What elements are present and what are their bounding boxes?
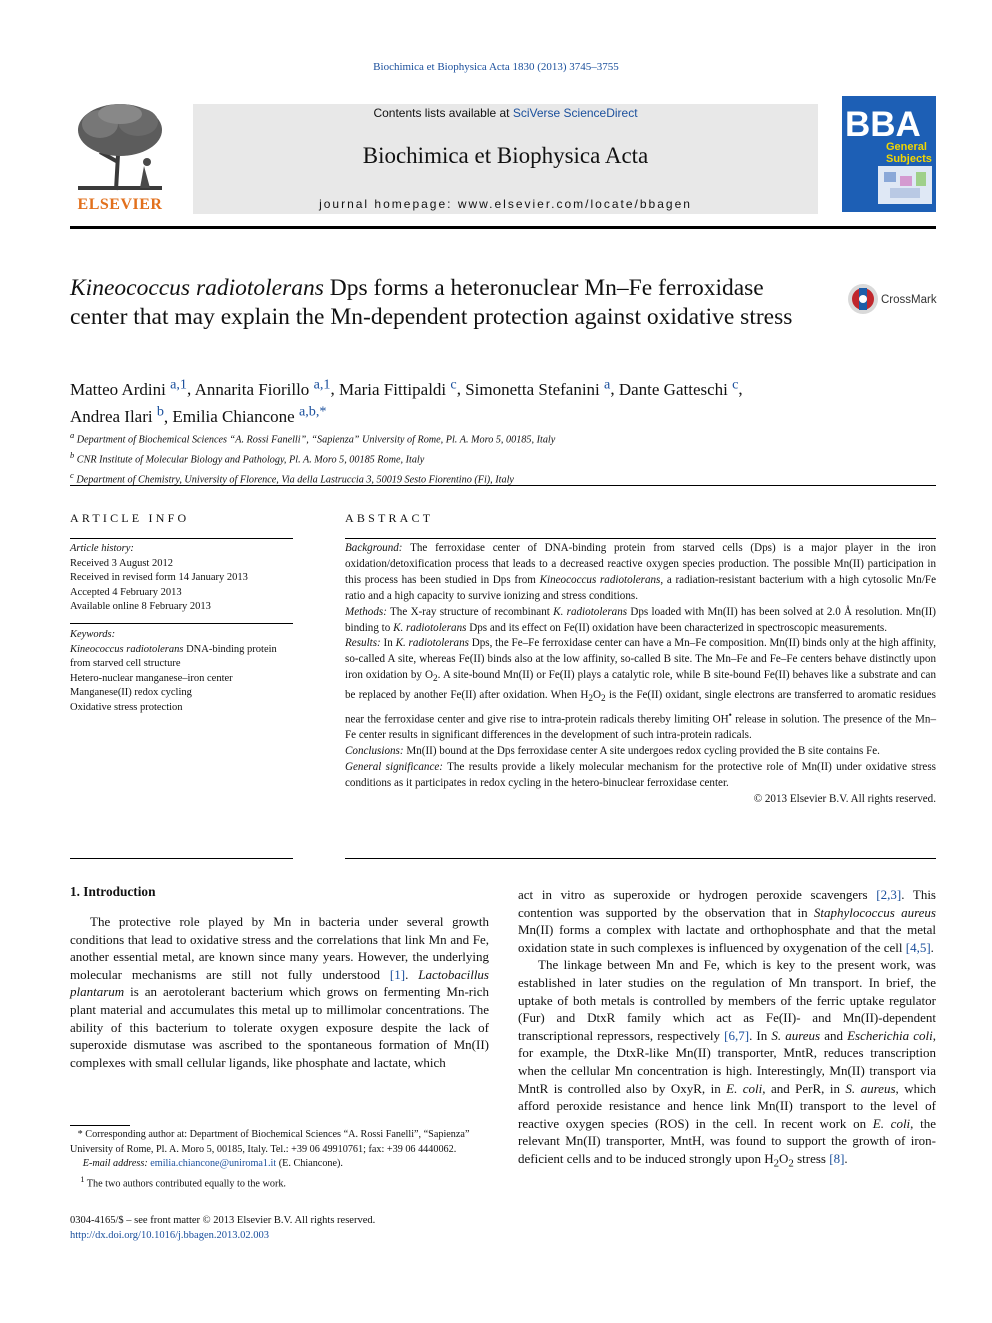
- header-rule: [70, 226, 936, 229]
- article-title: [70, 274, 810, 332]
- paragraph: The protective role played by Mn in bacteria under several growth conditions that lead to oxidative stress and the correlations that link Mn and Fe, another essential metal, are known since many years. However, the underlying molecular mechanisms are still not fully understood [1]. Lactobacillus plantarum is an aerotolerant bacterium which grows on fermenting Mn-rich plant material and accumulates this metal up to millimolar concentrations. The ability of this bacterium to tolerate oxygen exposure despite the lack of superoxide dismutase was ascribed to the spontaneous formation of Mn(II) complexes with small cellular ligands, like phosphate and lactate, which: [70, 914, 489, 1070]
- author[interactable]: Matteo Ardini $^{a,1}$: [70, 376, 188, 399]
- title-rest: Dps forms a heteronuclear Mn–Fe ferroxidase center that may explain the Mn-dependent protection against oxidative stress: [70, 275, 793, 330]
- history-item: Received 3 August 2012: [70, 557, 173, 569]
- reference-link[interactable]: [6,7]: [724, 1027, 750, 1043]
- history-label: Article history:: [70, 543, 134, 554]
- author[interactable]: Annarita Fiorillo $^{a,1}$: [194, 376, 331, 399]
- sciencedirect-link[interactable]: SciVerse ScienceDirect: [512, 106, 638, 120]
- cover-subtitle-2: Subjects: [886, 153, 932, 165]
- journal-homepage[interactable]: journal homepage: www.elsevier.com/locate/bbagen: [319, 197, 692, 211]
- title-species: Kineococcus radiotolerans: [70, 275, 324, 301]
- keywords: [70, 628, 295, 715]
- contents-prefix: Contents lists available at: [373, 106, 513, 120]
- history-item: Received in revised form 14 January 2013: [70, 572, 248, 583]
- article-info-heading: ARTICLE INFO: [70, 511, 190, 525]
- author-list: Matteo Ardini $^{a,1}$, Annarita Fiorillo $^{a,1}$, Maria Fittipaldi $^c$, Simonetta Stefanini $^a$, Dante Gatteschi $^c$, Andrea Ilari $^b$, Emilia Chiancone $^{a,b,*}$: [70, 376, 743, 427]
- history-item: Accepted 4 February 2013: [70, 586, 182, 598]
- keyword: Kineococcus radiotolerans DNA-binding protein from starved cell structure: [70, 643, 277, 669]
- reference-link[interactable]: [4,5]: [905, 939, 931, 955]
- affiliation: $^a$ Department of Biochemical Sciences “A. Rossi Fanelli”, “Sapienza” University of Rome, Pl. A. Moro 5, 00185, Italy: [70, 430, 556, 446]
- corresponding-author-note: * Corresponding author at: Department of Biochemical Sciences “A. Rossi Fanelli”, “Sapienza” University of Rome, Pl. A. Moro 5, 00185, Italy. Tel.: +39 06 49910761; fax: +39 06 4440062.: [70, 1129, 470, 1155]
- issn-line: 0304-4165/$ – see front matter © 2013 Elsevier B.V. All rights reserved.: [70, 1215, 376, 1226]
- cover-title: BBA: [845, 105, 921, 144]
- abstract-background: Background: The ferroxidase center of DNA-binding protein from starved cells (Dps) is a major player in the iron oxidation/detoxification process that leads to a decreased reactive oxygen species production. The possible Mn(II) participation in this process has been studied in Dps from Kineococcus radiotolerans, a radiation-resistant bacterium with a high cytosolic Mn/Fe ratio and a high capacity to survive ionizing and stress conditions.: [345, 542, 937, 602]
- affiliation: $^b$ CNR Institute of Molecular Biology and Pathology, Pl. A. Moro 5, 00185 Rome, Italy: [70, 449, 425, 466]
- body-column-left: [70, 884, 489, 1071]
- copyright: © 2013 Elsevier B.V. All rights reserved.: [753, 792, 936, 805]
- abstract-results: Results: In K. radiotolerans Dps, the Fe–Fe ferroxidase center can have a Mn–Fe composition. Mn(II) binds only at the high affinity, so-called A site, whereas Fe(II) binds also at the low affinity, so-called B site. The Mn–Fe and Fe–Fe centers behave distinctly upon iron oxidation by $O_2$. A site-bound Mn(II) or Fe(II) plays a catalytic role, while B site-bound Fe(II) behaves like a substrate and can be replaced by another Fe(II) after oxidation. When $H_2O_2$ is the Fe(II) oxidant, single electrons are transferred to aromatic residues near the ferroxidase center and give rise to intra-protein radicals thereby limiting OH• release in solution. The presence of the Mn–Fe center results in significant differences in the development of such intra-protein radicals.: [345, 637, 936, 742]
- cover-subtitle-1: General: [886, 141, 927, 153]
- reference-link[interactable]: [2,3]: [876, 887, 902, 902]
- footnotes: [70, 1128, 489, 1191]
- author[interactable]: Dante Gatteschi $^c$: [618, 376, 739, 399]
- author[interactable]: Simonetta Stefanini $^a$: [465, 376, 611, 399]
- crossmark-label: CrossMark: [881, 294, 937, 306]
- divider: [345, 538, 936, 539]
- publisher-wordmark: ELSEVIER: [77, 196, 163, 213]
- journal-cover-image[interactable]: [842, 96, 936, 212]
- keyword: Manganese(II) redox cycling: [70, 687, 192, 698]
- crossmark-badge[interactable]: [846, 282, 946, 314]
- affiliation: $^c$ Department of Chemistry, University of Florence, Via della Lastruccia 3, 50019 Sesto Fiorentino (Fi), Italy: [70, 469, 514, 486]
- section-rule: [70, 485, 936, 486]
- author[interactable]: Maria Fittipaldi $^c$: [338, 376, 457, 399]
- abstract-methods: Methods: The X-ray structure of recombinant K. radiotolerans Dps loaded with Mn(II) has been solved at 2.0 Å resolution. Mn(II) binding to K. radiotolerans Dps and its effect on Fe(II) oxidation have been characterized in spectroscopic measurements.: [345, 605, 936, 634]
- journal-citation[interactable]: Biochimica et Biophysica Acta 1830 (2013) 3745–3755: [373, 61, 619, 73]
- history-item: Available online 8 February 2013: [70, 601, 211, 612]
- keywords-label: Keywords:: [70, 629, 116, 640]
- keyword: Oxidative stress protection: [70, 701, 183, 713]
- journal-title: Biochimica et Biophysica Acta: [362, 143, 649, 168]
- divider: [345, 858, 936, 859]
- divider: [70, 623, 293, 624]
- body-column-right: [518, 886, 936, 1173]
- article-history: [70, 542, 295, 615]
- footnote-rule: [70, 1125, 130, 1126]
- doi-link[interactable]: http://dx.doi.org/10.1016/j.bbagen.2013.02.003: [70, 1229, 270, 1241]
- reference-link[interactable]: [8]: [829, 1150, 845, 1166]
- divider: [70, 538, 293, 539]
- divider: [70, 858, 293, 859]
- abstract-body: [345, 541, 936, 808]
- keyword: Hetero-nuclear manganese–iron center: [70, 672, 233, 684]
- abstract-significance: General significance: The results provide a likely molecular mechanism for the protective role of Mn(II) under oxidative stress conditions as it participates in redox cycling in the hetero-binuclear ferroxidase center.: [345, 760, 936, 789]
- contents-line: [193, 106, 818, 120]
- email-link[interactable]: emilia.chiancone@uniroma1.it: [150, 1158, 277, 1169]
- introduction-heading: 1. Introduction: [70, 884, 156, 899]
- paragraph: act in vitro as superoxide or hydrogen peroxide scavengers [2,3]. This contention was supported by the observation that in Staphylococcus aureus Mn(II) forms a complex with lactate and orthophosphate and that the metal oxidation state in such complexes is influenced by oxygenation of the cell [4,5].: [518, 887, 936, 955]
- email-note: E-mail address: emilia.chiancone@uniroma1.it (E. Chiancone).: [82, 1158, 343, 1169]
- author[interactable]: Emilia Chiancone $^{a,b,*}$: [172, 403, 327, 427]
- abstract-heading: ABSTRACT: [345, 511, 434, 525]
- affiliations: [70, 428, 936, 488]
- abstract-conclusions: Conclusions: Mn(II) bound at the Dps ferroxidase center A site undergoes redox cycling provided the B site contains Fe.: [345, 745, 880, 757]
- reference-link[interactable]: [1]: [389, 966, 406, 982]
- author[interactable]: Andrea Ilari $^b$: [70, 403, 164, 427]
- equal-contribution-note: $^1$ The two authors contributed equally to the work.: [80, 1173, 286, 1189]
- page-footer: [70, 1214, 489, 1243]
- paragraph: The linkage between Mn and Fe, which is key to the present work, was established in later studies on the regulation of Mn transport. In brief, the uptake of both metals is controlled by members of the ferric uptake regulator (Fur) and DtxR family which act as Fe(II)- and Mn(II)-dependent transcriptional repressors, respectively [6,7]. In S. aureus and Escherichia coli, for example, the DtxR-like Mn(II) transporter, MntR, reduces transcription when the cellular Mn concentration is high. Interestingly, Mn(II) transport via MntR is controlled also by OxyR, in E. coli, and PerR, in S. aureus, which afford peroxide resistance and hence link Mn(II) transport to the level of reactive oxygen species (ROS) in the cell. In recent work on E. coli, the relevant Mn(II) transporter, MntH, was found to support the growth of iron-deficient cells and to be induced strongly upon $H_2O_2$ stress [8].: [518, 957, 936, 1170]
